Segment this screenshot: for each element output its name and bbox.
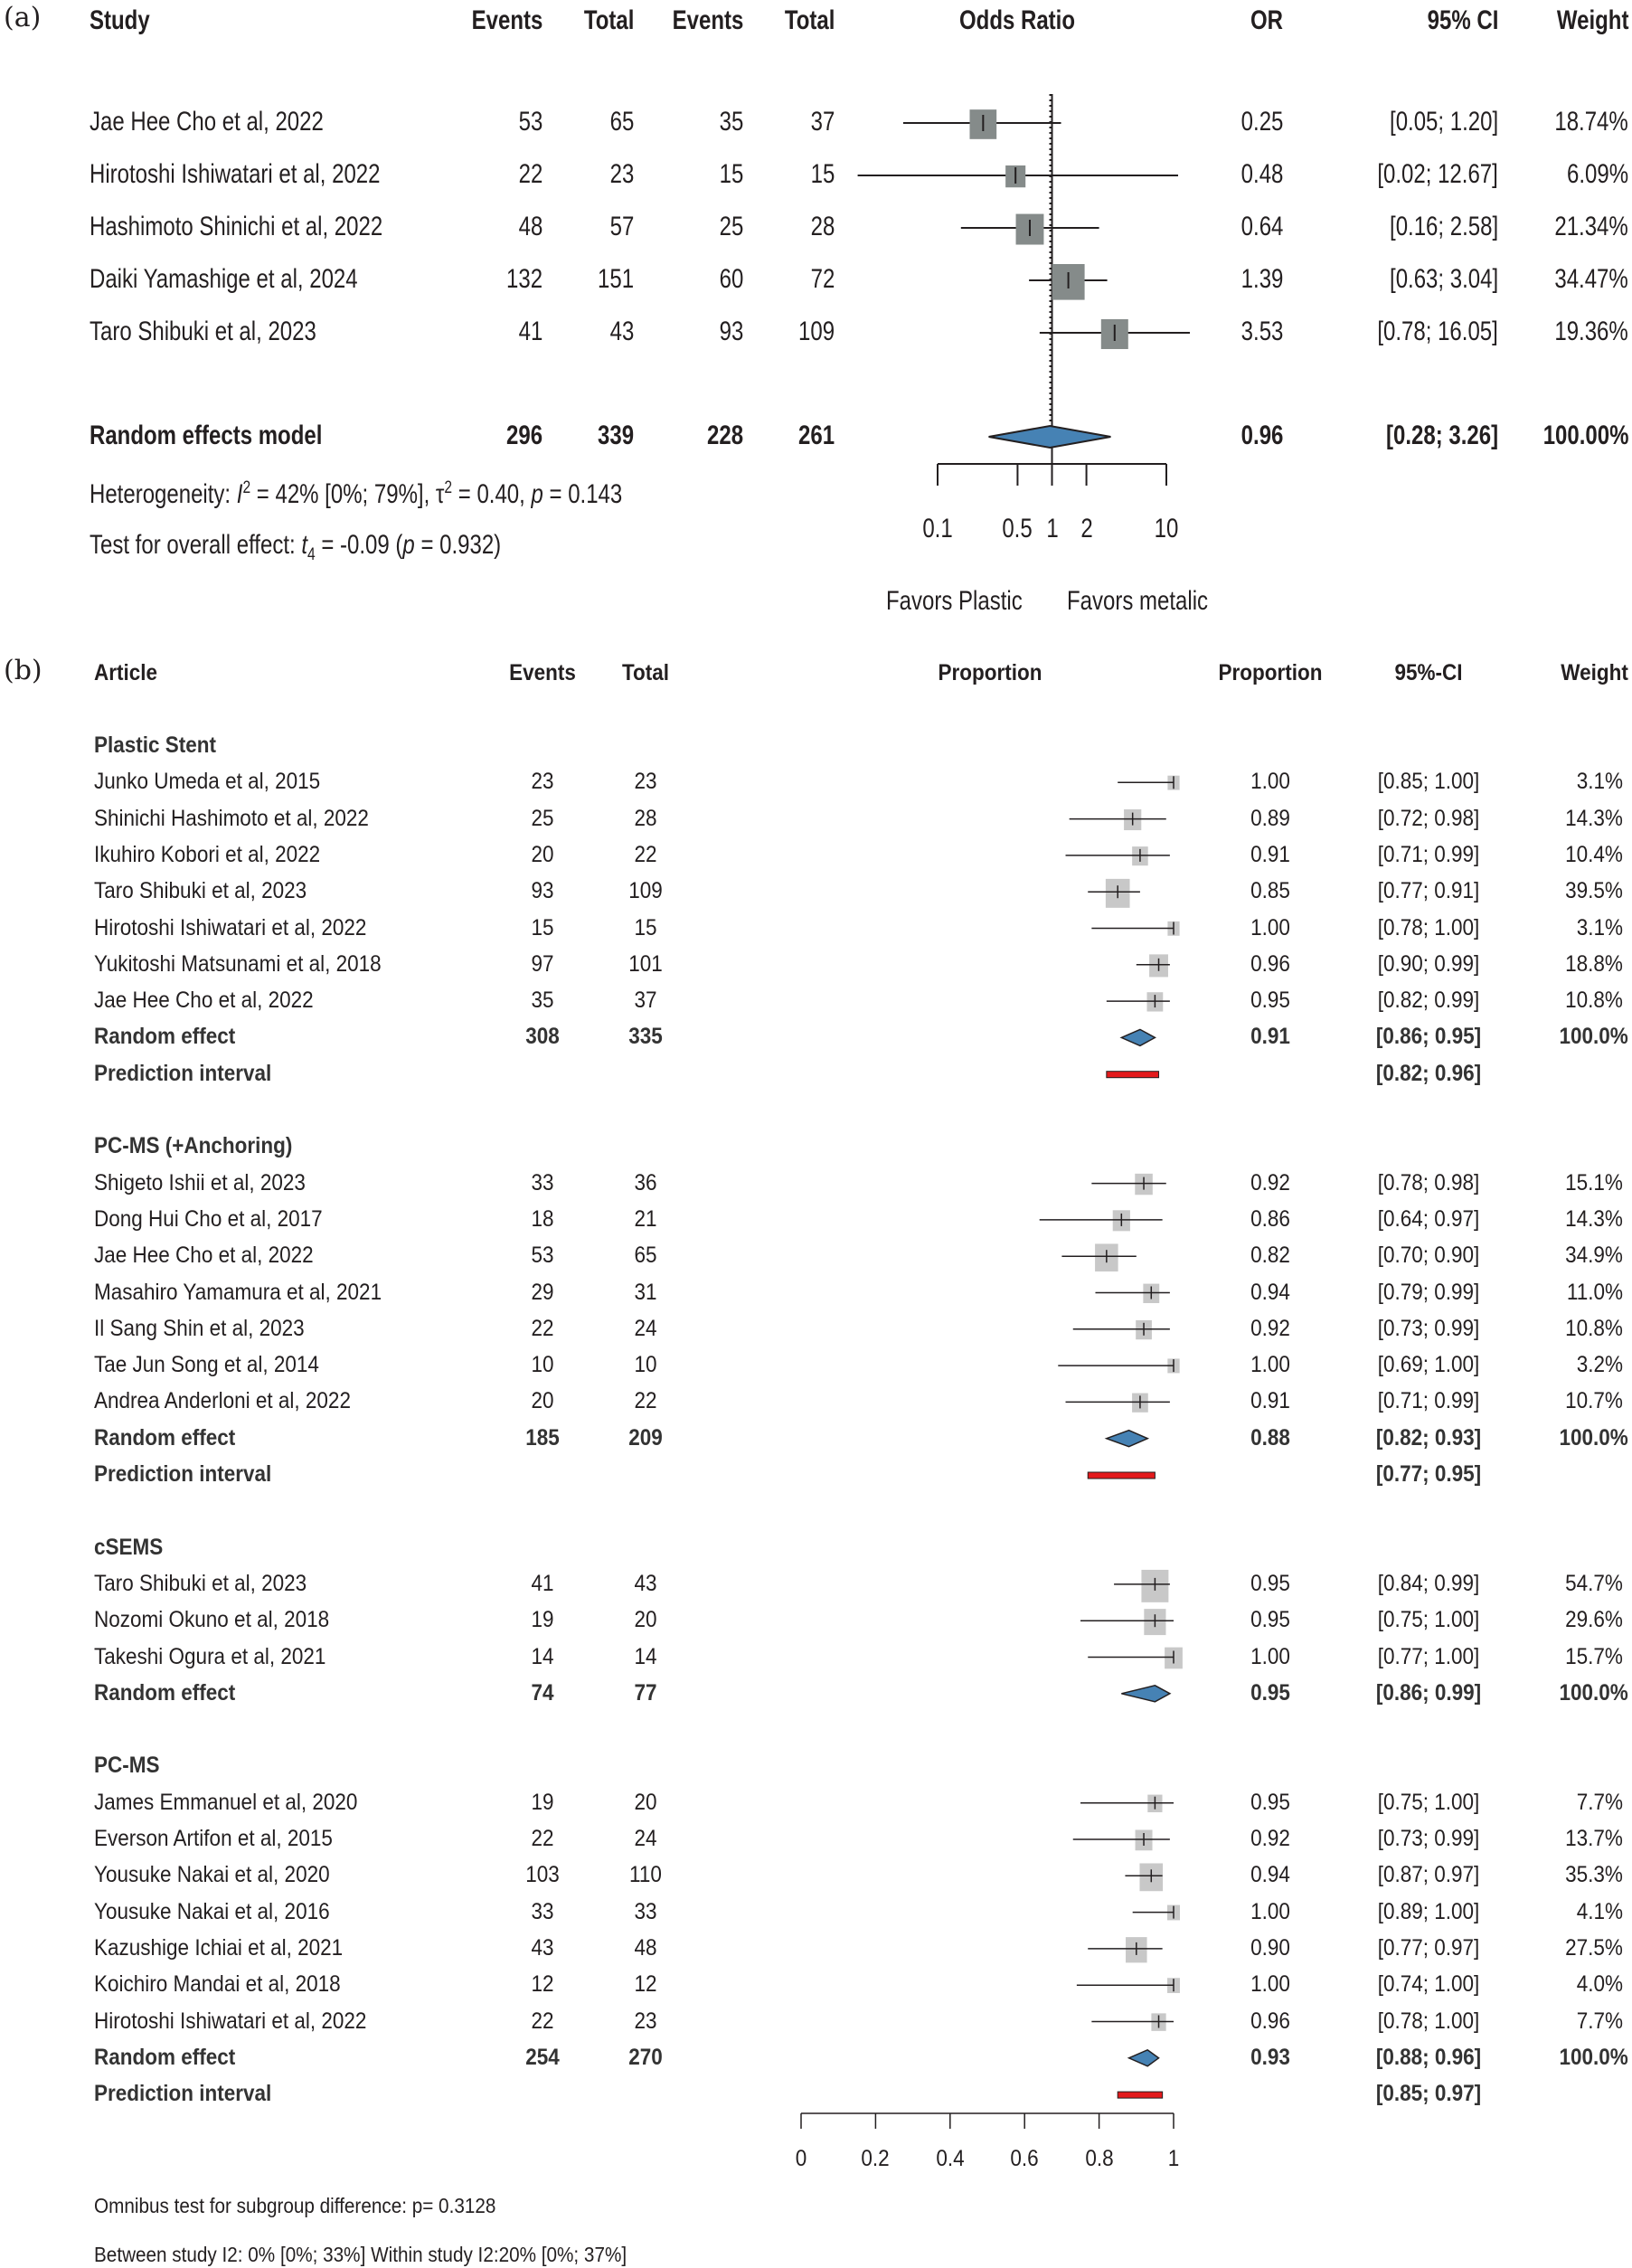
ci-value: [0.05; 1.20]: [1389, 107, 1498, 137]
pooled-label: Random effects model: [90, 421, 323, 450]
proportion-value: 0.85: [1250, 878, 1290, 904]
panel-a-label: (a): [4, 2, 42, 33]
proportion-value: 0.95: [1250, 1789, 1290, 1815]
ci-value: [0.72; 0.98]: [1377, 805, 1480, 831]
weight-value: 3.1%: [1576, 769, 1623, 795]
ci-value: [0.84; 0.99]: [1377, 1570, 1480, 1596]
weight-value: 27.5%: [1565, 1934, 1623, 1961]
events-value: 20: [531, 1388, 554, 1414]
weight-value: 3.2%: [1576, 1352, 1623, 1378]
col-header-proportion: Proportion: [1218, 660, 1323, 685]
total-metal: 37: [810, 107, 835, 137]
study-name: Jae Hee Cho et al, 2022: [94, 988, 314, 1014]
proportion-value: 1.00: [1250, 769, 1290, 795]
col-header-article: Article: [94, 660, 158, 685]
ci-value: [0.79; 0.99]: [1377, 1279, 1480, 1305]
weight-value: 4.0%: [1576, 1971, 1623, 1998]
random-effect-total: 209: [628, 1424, 663, 1451]
study-name: Junko Umeda et al, 2015: [94, 769, 321, 795]
proportion-value: 0.82: [1250, 1243, 1290, 1269]
study-name: Tae Jun Song et al, 2014: [94, 1352, 319, 1378]
ci-value: [0.89; 1.00]: [1377, 1898, 1480, 1924]
ci-value: [0.75; 1.00]: [1377, 1607, 1480, 1633]
x-tick-label: 0.5: [1002, 514, 1033, 543]
pooled-ci: [0.28; 3.26]: [1385, 421, 1498, 450]
study-name: Yukitoshi Matsunami et al, 2018: [94, 950, 382, 977]
proportion-value: 1.00: [1250, 1352, 1290, 1378]
study-name: Shinichi Hashimoto et al, 2022: [94, 805, 369, 831]
weight-value: 29.6%: [1565, 1607, 1623, 1633]
total-value: 36: [634, 1169, 657, 1195]
proportion-value: 0.90: [1250, 1934, 1290, 1961]
total-value: 31: [634, 1279, 657, 1305]
random-effect-events: 185: [525, 1424, 560, 1451]
proportion-value: 0.92: [1250, 1826, 1290, 1851]
ci-value: [0.78; 1.00]: [1377, 914, 1480, 940]
total-value: 37: [634, 988, 657, 1014]
total-value: 48: [634, 1934, 657, 1961]
ci-value: [0.77; 0.91]: [1377, 878, 1480, 904]
random-effect-label: Random effect: [94, 1424, 236, 1451]
ci-value: [0.16; 2.58]: [1389, 212, 1498, 241]
events-value: 12: [531, 1971, 554, 1998]
pooled-events-plastic: 296: [505, 421, 542, 450]
total-value: 33: [634, 1898, 657, 1924]
proportion-value: 0.86: [1250, 1205, 1290, 1232]
ci-value: [0.77; 0.97]: [1377, 1934, 1480, 1961]
events-value: 93: [531, 878, 554, 904]
events-metal: 93: [719, 317, 743, 346]
total-metal: 72: [810, 264, 835, 294]
prediction-interval-label: Prediction interval: [94, 1461, 272, 1487]
ci-value: [0.02; 12.67]: [1377, 159, 1498, 189]
or-value: 0.48: [1241, 159, 1283, 189]
col-header-odds-ratio: Odds Ratio: [958, 5, 1075, 35]
total-metal: 109: [797, 317, 835, 346]
study-name: Kazushige Ichiai et al, 2021: [94, 1934, 344, 1961]
pooled-or: 0.96: [1241, 421, 1283, 450]
prediction-interval-label: Prediction interval: [94, 2081, 272, 2107]
total-value: 23: [634, 2008, 657, 2034]
random-effect-ci: [0.88; 0.96]: [1375, 2044, 1482, 2070]
subgroup-header: PC-MS (+Anchoring): [94, 1133, 293, 1159]
events-value: 29: [531, 1279, 554, 1305]
proportion-value: 1.00: [1250, 1643, 1290, 1669]
study-name: Taro Shibuki et al, 2023: [94, 1570, 307, 1596]
total-value: 43: [634, 1570, 657, 1596]
events-value: 10: [531, 1352, 554, 1378]
random-effect-proportion: 0.95: [1250, 1679, 1290, 1706]
proportion-value: 0.96: [1250, 2008, 1290, 2034]
study-name: Daiki Yamashige et al, 2024: [90, 264, 358, 294]
study-name: Il Sang Shin et al, 2023: [94, 1315, 305, 1341]
col-header-ci: 95% CI: [1427, 5, 1498, 35]
random-effect-proportion: 0.88: [1250, 1424, 1290, 1451]
col-header-plot-proportion: Proportion: [938, 660, 1042, 685]
random-effect-diamond: [1129, 2050, 1159, 2066]
random-effect-diamond: [1121, 1029, 1155, 1045]
proportion-value: 0.94: [1250, 1279, 1290, 1305]
events-plastic: 132: [505, 264, 542, 294]
total-value: 20: [634, 1789, 657, 1815]
x-tick-label: 0.2: [861, 2146, 891, 2171]
study-name: Masahiro Yamamura et al, 2021: [94, 1279, 382, 1305]
events-value: 22: [531, 1315, 554, 1341]
total-plastic: 65: [609, 107, 634, 137]
study-name: Andrea Anderloni et al, 2022: [94, 1388, 351, 1414]
ci-value: [0.71; 0.99]: [1377, 1388, 1480, 1414]
x-tick-label: 10: [1154, 514, 1179, 543]
total-plastic: 151: [597, 264, 634, 294]
events-value: 33: [531, 1898, 554, 1924]
total-plastic: 23: [609, 159, 634, 189]
events-value: 19: [531, 1607, 554, 1633]
events-plastic: 48: [518, 212, 542, 241]
pooled-weight: 100.00%: [1542, 421, 1628, 450]
xlabel-favors-metalic: Favors metalic: [1067, 586, 1209, 616]
weight-value: 6.09%: [1566, 159, 1628, 189]
events-value: 53: [531, 1243, 554, 1269]
x-tick-label: 0.6: [1010, 2146, 1039, 2171]
xlabel-favors-plastic: Favors Plastic: [886, 586, 1023, 616]
random-effect-total: 270: [628, 2044, 663, 2070]
x-tick-label: 1: [1167, 2146, 1180, 2171]
random-effect-ci: [0.86; 0.95]: [1375, 1024, 1482, 1050]
proportion-value: 0.95: [1250, 988, 1290, 1014]
random-effect-weight: 100.0%: [1559, 1424, 1628, 1451]
study-name: Jae Hee Cho et al, 2022: [90, 107, 324, 137]
weight-value: 14.3%: [1565, 805, 1623, 831]
events-value: 22: [531, 2008, 554, 2034]
prediction-interval-bar: [1118, 2092, 1162, 2098]
weight-value: 54.7%: [1565, 1570, 1623, 1596]
total-value: 24: [634, 1315, 657, 1341]
weight-value: 19.36%: [1554, 317, 1628, 346]
random-effect-weight: 100.0%: [1559, 1024, 1628, 1050]
random-effect-label: Random effect: [94, 2044, 236, 2070]
events-plastic: 53: [518, 107, 542, 137]
weight-value: 10.4%: [1565, 841, 1623, 867]
x-tick-label: 0.1: [922, 514, 953, 543]
total-value: 12: [634, 1971, 657, 1998]
events-value: 41: [531, 1570, 554, 1596]
or-value: 3.53: [1241, 317, 1283, 346]
total-value: 21: [634, 1205, 657, 1232]
col-header-weight-b: Weight: [1561, 660, 1628, 685]
footnote-between-within: Between study I2: 0% [0%; 33%] Within study I2:20% [0%; 37%]: [94, 2243, 627, 2266]
weight-value: 34.9%: [1565, 1243, 1623, 1269]
heterogeneity-text: Heterogeneity: $I^2 = 42\%$ [0%; 79%], $\tau^2 = 0.40$, p = 0.143: [90, 477, 623, 509]
ci-value: [0.78; 16.05]: [1377, 317, 1498, 346]
events-metal: 15: [719, 159, 743, 189]
weight-value: 10.8%: [1565, 1315, 1623, 1341]
events-value: 33: [531, 1169, 554, 1195]
events-plastic: 22: [518, 159, 542, 189]
weight-value: 39.5%: [1565, 878, 1623, 904]
total-value: 22: [634, 1388, 657, 1414]
weight-value: 13.7%: [1565, 1826, 1623, 1851]
col-header-95ci: 95%-CI: [1394, 660, 1463, 685]
total-value: 14: [634, 1643, 657, 1669]
ci-value: [0.77; 1.00]: [1377, 1643, 1480, 1669]
events-value: 20: [531, 841, 554, 867]
col-header-events: Events: [509, 660, 576, 685]
weight-value: 3.1%: [1576, 914, 1623, 940]
total-value: 110: [629, 1862, 662, 1888]
events-value: 97: [531, 950, 554, 977]
random-effect-label: Random effect: [94, 1679, 236, 1706]
total-value: 65: [634, 1243, 657, 1269]
ci-value: [0.87; 0.97]: [1377, 1862, 1480, 1888]
random-effect-proportion: 0.91: [1250, 1024, 1290, 1050]
proportion-value: 1.00: [1250, 1971, 1290, 1998]
random-effect-ci: [0.82; 0.93]: [1375, 1424, 1482, 1451]
total-metal: 15: [810, 159, 835, 189]
random-effect-total: 335: [628, 1024, 663, 1050]
total-value: 20: [634, 1607, 657, 1633]
random-effect-label: Random effect: [94, 1024, 236, 1050]
weight-value: 7.7%: [1576, 2008, 1623, 2034]
events-value: 18: [531, 1205, 554, 1232]
events-value: 25: [531, 805, 554, 831]
proportion-value: 0.92: [1250, 1169, 1290, 1195]
events-metal: 60: [719, 264, 743, 294]
overall-effect-text: Test for overall effect: $t_4 = -0.09$ (p = 0.932): [90, 530, 502, 564]
subgroup-header: cSEMS: [94, 1534, 164, 1560]
col-header-total-2: Total: [784, 5, 835, 35]
events-value: 14: [531, 1643, 554, 1669]
total-value: 15: [634, 914, 657, 940]
total-value: 23: [634, 769, 657, 795]
ci-value: [0.85; 1.00]: [1377, 769, 1480, 795]
proportion-value: 0.91: [1250, 1388, 1290, 1414]
weight-value: 18.8%: [1565, 950, 1623, 977]
ci-value: [0.73; 0.99]: [1377, 1826, 1480, 1851]
proportion-value: 0.94: [1250, 1862, 1290, 1888]
weight-value: 15.7%: [1565, 1643, 1623, 1669]
weight-value: 35.3%: [1565, 1862, 1623, 1888]
weight-value: 11.0%: [1566, 1279, 1623, 1305]
prediction-interval-ci: [0.82; 0.96]: [1375, 1060, 1482, 1086]
study-name: Jae Hee Cho et al, 2022: [94, 1243, 314, 1269]
study-name: Yousuke Nakai et al, 2016: [94, 1898, 330, 1924]
x-tick-label: 0: [795, 2146, 807, 2171]
proportion-value: 1.00: [1250, 1898, 1290, 1924]
panel-b-label: (b): [4, 655, 42, 686]
proportion-value: 0.95: [1250, 1570, 1290, 1596]
study-name: Hirotoshi Ishiwatari et al, 2022: [90, 159, 381, 189]
ci-value: [0.74; 1.00]: [1377, 1971, 1480, 1998]
ci-value: [0.63; 3.04]: [1389, 264, 1498, 294]
total-value: 10: [634, 1352, 657, 1378]
study-name: Taro Shibuki et al, 2023: [90, 317, 316, 346]
random-effect-diamond: [1107, 1431, 1147, 1447]
weight-value: 21.34%: [1554, 212, 1628, 241]
weight-value: 15.1%: [1565, 1169, 1623, 1195]
events-value: 103: [525, 1862, 560, 1888]
subgroup-header: Plastic Stent: [94, 732, 217, 758]
weight-value: 34.47%: [1554, 264, 1628, 294]
total-value: 28: [634, 805, 657, 831]
ci-value: [0.64; 0.97]: [1377, 1205, 1480, 1232]
x-tick-label: 2: [1080, 514, 1093, 543]
events-metal: 25: [719, 212, 743, 241]
proportion-value: 0.92: [1250, 1315, 1290, 1341]
random-effect-events: 74: [531, 1679, 554, 1706]
proportion-value: 0.95: [1250, 1607, 1290, 1633]
study-name: Nozomi Okuno et al, 2018: [94, 1607, 330, 1633]
total-plastic: 43: [609, 317, 634, 346]
col-header-weight: Weight: [1556, 5, 1628, 35]
random-effect-diamond: [1121, 1686, 1170, 1702]
events-plastic: 41: [518, 317, 542, 346]
weight-value: 18.74%: [1554, 107, 1628, 137]
study-name: Takeshi Ogura et al, 2021: [94, 1643, 326, 1669]
total-value: 101: [628, 950, 663, 977]
total-value: 24: [634, 1826, 657, 1851]
weight-value: 14.3%: [1565, 1205, 1623, 1232]
ci-value: [0.82; 0.99]: [1377, 988, 1480, 1014]
events-value: 15: [531, 914, 554, 940]
col-header-events-1: Events: [471, 5, 542, 35]
ci-value: [0.78; 1.00]: [1377, 2008, 1480, 2034]
events-metal: 35: [719, 107, 743, 137]
prediction-interval-ci: [0.85; 0.97]: [1375, 2081, 1482, 2107]
col-header-total-1: Total: [583, 5, 634, 35]
total-plastic: 57: [609, 212, 634, 241]
events-value: 35: [531, 988, 554, 1014]
study-name: Taro Shibuki et al, 2023: [94, 878, 307, 904]
ci-value: [0.75; 1.00]: [1377, 1789, 1480, 1815]
proportion-value: 0.96: [1250, 950, 1290, 977]
weight-value: 10.8%: [1565, 988, 1623, 1014]
study-name: Shigeto Ishii et al, 2023: [94, 1169, 306, 1195]
random-effect-weight: 100.0%: [1559, 2044, 1628, 2070]
ci-value: [0.78; 0.98]: [1377, 1169, 1480, 1195]
events-value: 43: [531, 1934, 554, 1961]
col-header-study: Study: [90, 5, 150, 35]
prediction-interval-bar: [1088, 1472, 1155, 1479]
ci-value: [0.73; 0.99]: [1377, 1315, 1480, 1341]
pooled-events-metal: 228: [706, 421, 743, 450]
weight-value: 7.7%: [1576, 1789, 1623, 1815]
study-name: Hirotoshi Ishiwatari et al, 2022: [94, 2008, 367, 2034]
x-tick-label: 1: [1045, 514, 1059, 543]
weight-value: 4.1%: [1576, 1898, 1623, 1924]
random-effect-events: 308: [525, 1024, 560, 1050]
ci-value: [0.71; 0.99]: [1377, 841, 1480, 867]
proportion-value: 1.00: [1250, 914, 1290, 940]
study-name: Dong Hui Cho et al, 2017: [94, 1205, 323, 1232]
study-name: Everson Artifon et al, 2015: [94, 1826, 333, 1851]
study-name: Hirotoshi Ishiwatari et al, 2022: [94, 914, 367, 940]
pooled-total-metal: 261: [797, 421, 835, 450]
random-effect-total: 77: [634, 1679, 657, 1706]
events-value: 23: [531, 769, 554, 795]
random-effect-proportion: 0.93: [1250, 2044, 1290, 2070]
ci-value: [0.70; 0.90]: [1377, 1243, 1480, 1269]
random-effect-events: 254: [525, 2044, 560, 2070]
proportion-value: 0.91: [1250, 841, 1290, 867]
study-name: Koichiro Mandai et al, 2018: [94, 1971, 341, 1998]
or-value: 1.39: [1241, 264, 1283, 294]
prediction-interval-ci: [0.77; 0.95]: [1375, 1461, 1482, 1487]
col-header-events-2: Events: [672, 5, 743, 35]
study-name: Yousuke Nakai et al, 2020: [94, 1862, 330, 1888]
or-value: 0.25: [1241, 107, 1283, 137]
total-metal: 28: [810, 212, 835, 241]
total-value: 109: [628, 878, 663, 904]
subgroup-header: PC-MS: [94, 1753, 160, 1779]
random-effect-weight: 100.0%: [1559, 1679, 1628, 1706]
or-value: 0.64: [1241, 212, 1283, 241]
footnote-omnibus: Omnibus test for subgroup difference: p= 0.3128: [94, 2194, 496, 2217]
events-value: 19: [531, 1789, 554, 1815]
prediction-interval-label: Prediction interval: [94, 1060, 272, 1086]
col-header-total: Total: [621, 660, 670, 685]
x-tick-label: 0.4: [936, 2146, 965, 2171]
ci-value: [0.90; 0.99]: [1377, 950, 1480, 977]
study-name: Ikuhiro Kobori et al, 2022: [94, 841, 321, 867]
study-name: James Emmanuel et al, 2020: [94, 1789, 358, 1815]
proportion-value: 0.89: [1250, 805, 1290, 831]
ci-value: [0.69; 1.00]: [1377, 1352, 1480, 1378]
prediction-interval-bar: [1107, 1072, 1159, 1078]
weight-value: 10.7%: [1565, 1388, 1623, 1414]
x-tick-label: 0.8: [1084, 2146, 1114, 2171]
pooled-total-plastic: 339: [597, 421, 634, 450]
study-name: Hashimoto Shinichi et al, 2022: [90, 212, 383, 241]
col-header-or: OR: [1250, 5, 1283, 35]
total-value: 22: [634, 841, 657, 867]
events-value: 22: [531, 1826, 554, 1851]
random-effect-ci: [0.86; 0.99]: [1375, 1679, 1482, 1706]
